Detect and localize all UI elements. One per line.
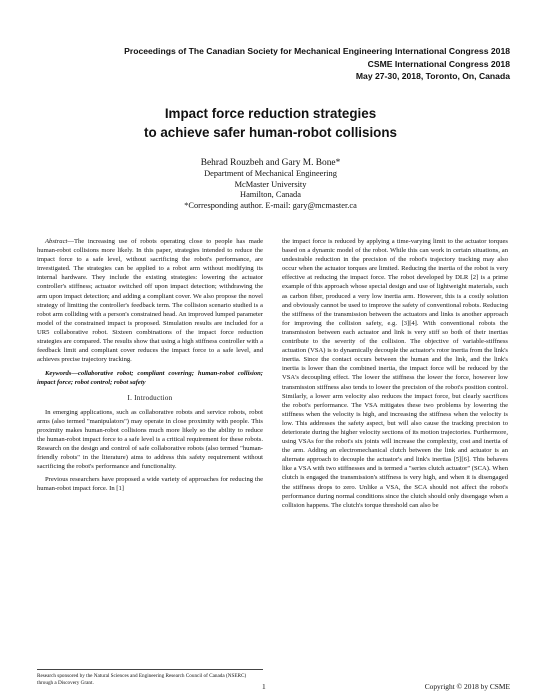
intro-paragraph-1: In emerging applications, such as collaborative robots and service robots, robot arms (also termed "manipulators") may operate in close proximity with people. This proximity makes human-robot collisions much more likely so the ability to reduce the human-robot impact force to a safe level is a critical requirement for these robots. Research on the design and control of safe collaborative robots (also termed "human-friendly robots" in the literature) aims to address this safety requirement without sacrificing the robot's performance and functionality.	[37, 408, 263, 471]
abstract	[37, 237, 263, 364]
conference-header	[40, 45, 510, 83]
affiliation	[0, 169, 541, 211]
city: Hamilton, Canada	[240, 190, 301, 200]
corresponding-author: *Corresponding author. E-mail: gary@mcmaster.ca	[184, 200, 357, 210]
paper-title	[0, 104, 541, 142]
right-column	[282, 237, 508, 672]
proceedings-line: Proceedings of The Canadian Society for Mechanical Engineering International Congress 2018	[124, 46, 510, 56]
body-paragraph: the impact force is reduced by applying a time-varying limit to the actuator torques based on a dynamic model of the robot. While this can work in certain situations, an undesirable reduction in the precision of the robot's trajectory tracking may also occur when the actuator torques are limited. Reducing the inertia of the robot is very effective at reducing the impact force. The robot developed by DLR [2] is a prime example of this approach whose special design and use of lightweight materials, such as carbon fiber, produced a very low inertia arm. However, this is a costly solution and obviously cannot be used to improve the safety of conventional robots. Reducing the stiffness of the transmission between the actuators and links is another approach for improving the collision safety, e.g. [3][4]. With conventional robots the transmission between each actuator and link is very stiff so both of their inertias contribute to the severity of the collision. The objective of variable-stiffness actuation (VSA) is to dynamically decouple the actuator's rotor inertia from the link's inertia. Since the contact occurs between the human and the link, and the link's inertia is lower than the combined inertia, the impact force will be reduced by the VSA's decoupling effect. The lower the stiffness the lower the force, however low transmission stiffness also tends to lower the precision of the robot's position control. Similarly, a lower arm velocity also reduces the impact force, but clearly sacrifices the robot's performance. The VSA mitigates these two problems by lowering the stiffness when the velocity is high, and increasing the stiffness when the velocity is low. This addresses the safety aspect, but will also cause the tracking precision to deteriorate during the higher velocity sections of its motion trajectories. Furthermore, using VSAs for the robot's six joints will increase the complexity, cost and inertia of the arm. Adding an electromechanical clutch between the link and actuator is an alternate approach to decouple the actuator's and link's inertias [5][6]. This behaves like a VSA with two stiffnesses and is termed a "series clutch actuator" (SCA). When clutch is engaged the transmission's stiffness is very high, and when it is disengaged the stiffness drops to zero. Unlike a VSA, the SCA should not affect the robot's performance during normal conditions since the clutch should only disengage when a collision happens. The clutch's torque threshold can also be	[282, 238, 508, 509]
page-number: 1	[262, 682, 266, 691]
congress-line: CSME International Congress 2018	[367, 58, 510, 69]
copyright: Copyright © 2018 by CSME	[424, 682, 510, 691]
section-heading-introduction: I. Introduction	[127, 393, 173, 402]
date-location-line: May 27-30, 2018, Toronto, On, Canada	[355, 71, 510, 81]
intro-paragraph-2: Previous researchers have proposed a wide variety of approaches for reducing the human-robot impact force. In [1]	[37, 476, 263, 493]
keywords: Keywords—collaborative robot; compliant covering; human-robot collision; impact force; robot control; robot safety	[37, 370, 263, 387]
authors: Behrad Rouzbeh and Gary M. Bone*	[200, 158, 341, 168]
title-line-2: to achieve safer human-robot collisions	[144, 125, 397, 140]
abstract-text: —The increasing use of robots operating close to people has made human-robot collisions more likely. In this paper, strategies intended to reduce the impact force to a safe level, without sacrificing the robot's performance, are investigated. The strategies can be applied to a robot arm without modifying its internal hardware. They include the existing strategies: lowering the actuator controller's stiffness; actuator switched off upon impact detection; withdrawing the arm upon impact detection; and adding a compliant cover. We also propose the novel strategy of limiting the controller's feedback term. The collision scenario studied is a robot arm colliding with a person's constrained head. An improved lumped parameter model of the constrained impact is proposed. Simulation results are included for a UR5 collaborative robot. Sixteen combinations of the impact force reduction strategies are compared. The results show that using a high stiffness controller with a feedback limit and compliant cover reduces the impact force to a safe level, and achieves precise trajectory tracking.	[37, 238, 263, 364]
left-column	[37, 237, 263, 663]
abstract-label: Abstract	[45, 238, 68, 245]
footnote: Research sponsored by the Natural Sciences and Engineering Research Council of Canada (NSERC) through a Discovery Grant.	[37, 669, 263, 686]
department: Department of Mechanical Engineering	[204, 169, 337, 178]
title-line-1: Impact force reduction strategies	[164, 106, 377, 121]
university: McMaster University	[234, 179, 307, 189]
